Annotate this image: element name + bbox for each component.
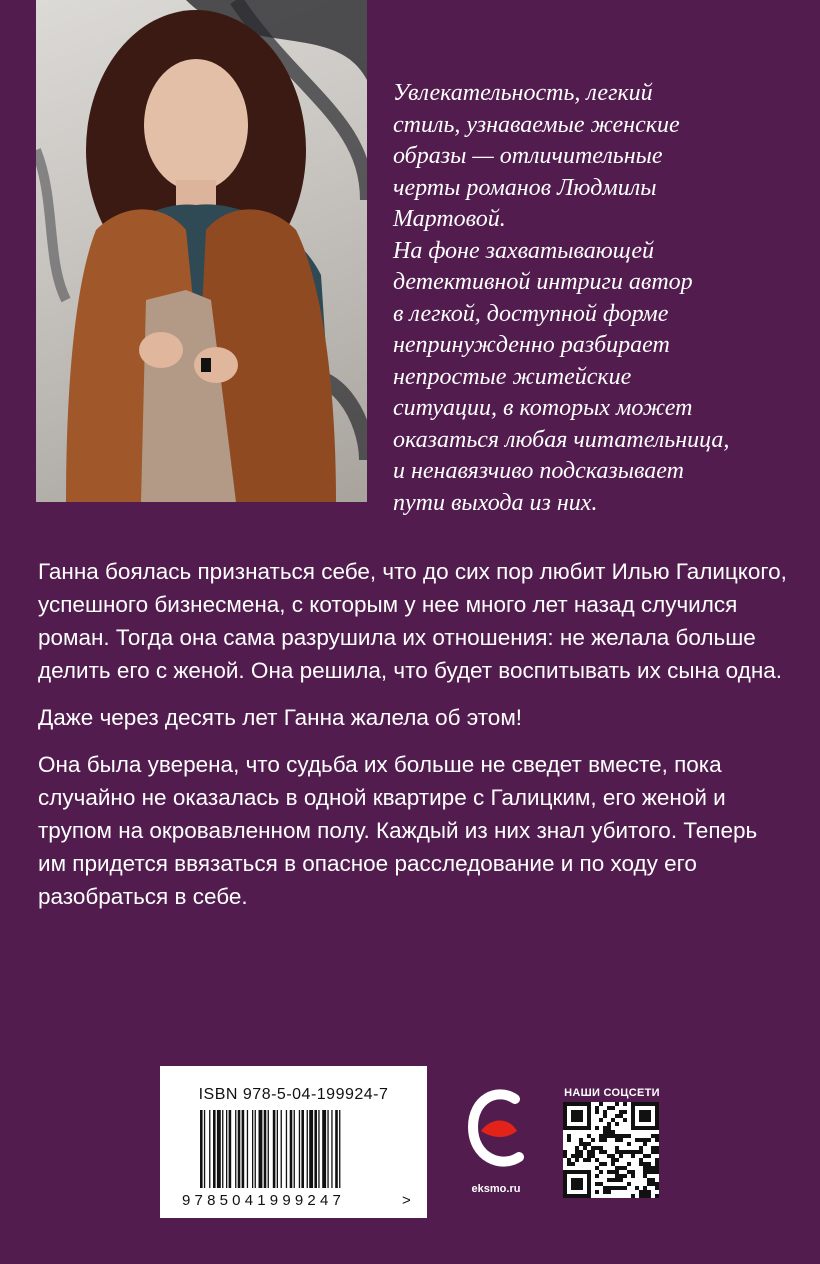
barcode-bar <box>322 1110 326 1188</box>
qr-module <box>643 1194 647 1198</box>
qr-module <box>615 1150 619 1154</box>
qr-module <box>571 1162 575 1166</box>
qr-module <box>591 1146 595 1150</box>
barcode-digits: 9785041999247 <box>182 1192 346 1209</box>
qr-code-icon[interactable] <box>563 1102 659 1198</box>
qr-module <box>623 1110 627 1114</box>
qr-module <box>639 1190 643 1194</box>
qr-module <box>599 1182 603 1186</box>
quote-line: На фоне захватывающей <box>393 237 655 264</box>
qr-module <box>611 1162 615 1166</box>
qr-module <box>647 1166 651 1170</box>
qr-module <box>607 1178 611 1182</box>
barcode-bar <box>331 1110 332 1188</box>
qr-module <box>591 1154 595 1158</box>
author-portrait-illustration <box>36 0 367 502</box>
qr-module <box>643 1154 647 1158</box>
barcode-arrow: > <box>402 1192 411 1209</box>
qr-module <box>627 1162 631 1166</box>
qr-module <box>611 1178 615 1182</box>
qr-module <box>575 1158 579 1162</box>
qr-module <box>627 1150 631 1154</box>
qr-module <box>651 1182 655 1186</box>
qr-module <box>639 1194 643 1198</box>
qr-module <box>619 1134 623 1138</box>
barcode-bar <box>273 1110 276 1188</box>
eksmo-logo-icon <box>467 1087 527 1177</box>
qr-module <box>615 1138 619 1142</box>
barcode-bar <box>318 1110 319 1188</box>
qr-module <box>619 1150 623 1154</box>
qr-module <box>615 1166 619 1170</box>
author-photo <box>36 0 367 502</box>
barcode-bar <box>217 1110 221 1188</box>
qr-module <box>623 1166 627 1170</box>
qr-module <box>651 1150 655 1154</box>
qr-module <box>631 1194 635 1198</box>
qr-module <box>647 1138 651 1142</box>
qr-module <box>647 1154 651 1158</box>
qr-module <box>615 1158 619 1162</box>
social-networks-label: НАШИ СОЦСЕТИ <box>564 1087 660 1099</box>
quote-line: стиль, узнаваемые женские <box>393 111 680 138</box>
quote-line: непринужденно разбирает <box>393 332 670 358</box>
qr-module <box>611 1134 615 1138</box>
qr-module <box>595 1174 599 1178</box>
qr-module <box>583 1142 587 1146</box>
qr-module <box>655 1162 659 1166</box>
qr-module <box>647 1182 651 1186</box>
barcode-bar <box>309 1110 313 1188</box>
quote-line: непростые житейские <box>393 363 632 390</box>
annotation-paragraph: Она была уверена, что судьба их больше не сведет вместе, пока случайно не оказалась в одной квартире с Галицким, его женой и трупом на окровавленном полу. Каждый из них знал убитого. Теперь им придется ввязаться в опасное расследование и по ходу его разобраться в себе. <box>38 752 758 909</box>
qr-module <box>611 1106 615 1110</box>
qr-module <box>599 1134 603 1138</box>
qr-module <box>615 1174 619 1178</box>
qr-module <box>595 1166 599 1170</box>
qr-module <box>603 1150 607 1154</box>
qr-module <box>623 1186 627 1190</box>
qr-module <box>607 1130 611 1134</box>
qr-module <box>623 1150 627 1154</box>
qr-module <box>631 1150 635 1154</box>
qr-module <box>619 1138 623 1142</box>
qr-module <box>647 1178 651 1182</box>
qr-module <box>655 1138 659 1142</box>
qr-module <box>615 1170 619 1174</box>
qr-module <box>587 1134 591 1138</box>
publisher-site[interactable]: eksmo.ru <box>471 1183 521 1195</box>
barcode-bar <box>314 1110 317 1188</box>
qr-module <box>599 1162 603 1166</box>
qr-module <box>631 1154 635 1158</box>
qr-module <box>595 1182 599 1186</box>
qr-module <box>647 1170 651 1174</box>
qr-module <box>579 1150 583 1154</box>
qr-module <box>639 1150 643 1154</box>
isbn-label: ISBN 978-5-04-199924-7 <box>198 1086 389 1103</box>
quote-line: детективной интриги автор <box>393 269 693 295</box>
qr-module <box>595 1110 599 1114</box>
qr-module <box>603 1114 607 1118</box>
quote-line: в легкой, доступной форме <box>393 300 669 327</box>
annotation-paragraph: Ганна боялась признаться себе, что до сих пор любит Илью Галицкого, успешного бизнесмена, с которым у нее много лет назад случился роман. Тогда она сама разрушила их отношения: не желала больше делить его с женой. Она решила, что будет воспитывать их сына одна. <box>38 559 787 683</box>
quote-line: Увлекательность, легкий <box>393 80 653 106</box>
qr-module <box>623 1118 627 1122</box>
qr-module <box>635 1150 639 1154</box>
qr-module <box>615 1146 619 1150</box>
barcode-bar <box>264 1110 267 1188</box>
qr-module <box>587 1158 591 1162</box>
qr-module <box>595 1158 599 1162</box>
barcode-bar <box>235 1110 236 1188</box>
qr-module <box>579 1142 583 1146</box>
qr-module <box>591 1150 595 1154</box>
barcode-bar <box>286 1110 287 1188</box>
qr-module <box>615 1114 619 1118</box>
qr-module <box>607 1122 611 1126</box>
barcode-bar <box>226 1110 227 1188</box>
qr-module <box>603 1138 607 1142</box>
qr-module <box>643 1138 647 1142</box>
qr-module <box>623 1102 627 1106</box>
quote-line: и ненавязчиво подсказывает <box>393 458 684 484</box>
barcode-bar <box>299 1110 300 1188</box>
qr-module <box>651 1178 655 1182</box>
qr-module <box>603 1190 607 1194</box>
qr-module <box>603 1134 607 1138</box>
qr-module <box>607 1154 611 1158</box>
qr-module <box>639 1158 643 1162</box>
qr-module <box>579 1154 583 1158</box>
qr-module <box>643 1190 647 1194</box>
qr-module <box>647 1190 651 1194</box>
qr-module <box>599 1170 603 1174</box>
qr-module <box>631 1174 635 1178</box>
qr-finder-inner <box>571 1110 583 1122</box>
qr-module <box>643 1166 647 1170</box>
qr-module <box>639 1146 643 1150</box>
qr-module <box>575 1146 579 1150</box>
qr-module <box>631 1170 635 1174</box>
qr-module <box>643 1142 647 1146</box>
qr-module <box>623 1174 627 1178</box>
qr-module <box>639 1138 643 1142</box>
qr-module <box>587 1142 591 1146</box>
qr-module <box>611 1130 615 1134</box>
barcode-bar <box>222 1110 223 1188</box>
barcode-bar <box>268 1110 269 1188</box>
qr-finder-inner <box>571 1178 583 1190</box>
qr-module <box>623 1134 627 1138</box>
qr-module <box>619 1174 623 1178</box>
qr-module <box>611 1170 615 1174</box>
barcode-bar <box>290 1110 293 1188</box>
barcode-bar <box>281 1110 282 1188</box>
qr-module <box>619 1166 623 1170</box>
qr-module <box>583 1146 587 1150</box>
qr-module <box>647 1162 651 1166</box>
qr-module <box>603 1130 607 1134</box>
qr-module <box>567 1162 571 1166</box>
barcode-bar <box>213 1110 216 1188</box>
qr-module <box>627 1134 631 1138</box>
qr-module <box>651 1146 655 1150</box>
qr-module <box>619 1154 623 1158</box>
qr-module <box>655 1146 659 1150</box>
qr-module <box>619 1114 623 1118</box>
qr-module <box>607 1170 611 1174</box>
qr-module <box>635 1138 639 1142</box>
qr-module <box>571 1154 575 1158</box>
qr-module <box>655 1186 659 1190</box>
qr-module <box>619 1178 623 1182</box>
qr-module <box>615 1102 619 1106</box>
barcode-bar <box>238 1110 241 1188</box>
qr-module <box>655 1150 659 1154</box>
quote-line: образы — отличительные <box>393 143 663 169</box>
qr-module <box>611 1158 615 1162</box>
qr-module <box>651 1166 655 1170</box>
qr-module <box>611 1186 615 1190</box>
qr-module <box>599 1118 603 1122</box>
barcode-bar <box>200 1110 203 1188</box>
qr-module <box>615 1178 619 1182</box>
qr-module <box>639 1162 643 1166</box>
qr-module <box>647 1194 651 1198</box>
qr-module <box>575 1150 579 1154</box>
qr-module <box>607 1126 611 1130</box>
quote-line: ситуации, в которых может <box>393 395 693 421</box>
barcode-bar <box>255 1110 256 1188</box>
barcode-bar <box>301 1110 304 1188</box>
qr-module <box>587 1150 591 1154</box>
qr-module <box>599 1102 603 1106</box>
qr-module <box>603 1186 607 1190</box>
qr-module <box>575 1154 579 1158</box>
qr-module <box>579 1138 583 1142</box>
barcode-bar <box>242 1110 245 1188</box>
qr-module <box>595 1190 599 1194</box>
barcode-bar <box>339 1110 340 1188</box>
barcode-bar <box>204 1110 205 1188</box>
qr-module <box>595 1146 599 1150</box>
qr-module <box>567 1138 571 1142</box>
qr-module <box>563 1154 567 1158</box>
book-annotation <box>38 555 788 927</box>
barcode-digits-wrap <box>182 1192 411 1209</box>
qr-module <box>599 1146 603 1150</box>
qr-module <box>607 1134 611 1138</box>
qr-module <box>627 1142 631 1146</box>
qr-module <box>655 1134 659 1138</box>
author-quote <box>393 78 793 519</box>
quote-line: пути выхода из них. <box>393 489 598 516</box>
barcode-bar <box>252 1110 253 1188</box>
annotation-paragraph: Даже через десять лет Ганна жалела об этом! <box>38 705 523 730</box>
qr-module <box>643 1186 647 1190</box>
isbn-barcode-panel <box>160 1066 427 1218</box>
qr-module <box>603 1126 607 1130</box>
qr-module <box>595 1126 599 1130</box>
qr-module <box>655 1158 659 1162</box>
qr-module <box>615 1134 619 1138</box>
qr-module <box>635 1186 639 1190</box>
qr-module <box>643 1174 647 1178</box>
qr-module <box>611 1154 615 1158</box>
qr-module <box>599 1150 603 1154</box>
qr-module <box>655 1166 659 1170</box>
qr-module <box>651 1170 655 1174</box>
qr-module <box>627 1170 631 1174</box>
qr-module <box>607 1186 611 1190</box>
qr-module <box>567 1134 571 1138</box>
qr-module <box>619 1110 623 1114</box>
qr-module <box>627 1182 631 1186</box>
qr-module <box>655 1194 659 1198</box>
qr-module <box>603 1110 607 1114</box>
qr-module <box>599 1138 603 1142</box>
qr-module <box>643 1170 647 1174</box>
barcode-bar <box>294 1110 295 1188</box>
qr-module <box>655 1170 659 1174</box>
barcode-bar <box>259 1110 263 1188</box>
qr-module <box>591 1138 595 1142</box>
qr-module <box>619 1186 623 1190</box>
qr-module <box>587 1154 591 1158</box>
qr-module <box>567 1158 571 1162</box>
quote-line: черты романов Людмилы <box>393 174 657 201</box>
qr-module <box>583 1158 587 1162</box>
barcode-bar <box>335 1110 338 1188</box>
qr-module <box>607 1106 611 1110</box>
qr-module <box>611 1118 615 1122</box>
barcode-bar <box>307 1110 308 1188</box>
barcode-bar <box>247 1110 248 1188</box>
qr-module <box>643 1162 647 1166</box>
qr-finder-inner <box>639 1110 651 1122</box>
qr-module <box>595 1106 599 1110</box>
barcode-bar <box>277 1110 278 1188</box>
qr-module <box>607 1190 611 1194</box>
barcode-bar <box>327 1110 328 1188</box>
barcode-bar <box>229 1110 232 1188</box>
qr-module <box>655 1182 659 1186</box>
quote-line: Мартовой. <box>393 206 506 232</box>
qr-module <box>603 1162 607 1166</box>
qr-module <box>615 1186 619 1190</box>
quote-line: оказаться любая читательница, <box>393 426 730 453</box>
qr-module <box>615 1122 619 1126</box>
barcode-bar <box>209 1110 210 1188</box>
qr-module <box>651 1134 655 1138</box>
qr-module <box>563 1150 567 1154</box>
